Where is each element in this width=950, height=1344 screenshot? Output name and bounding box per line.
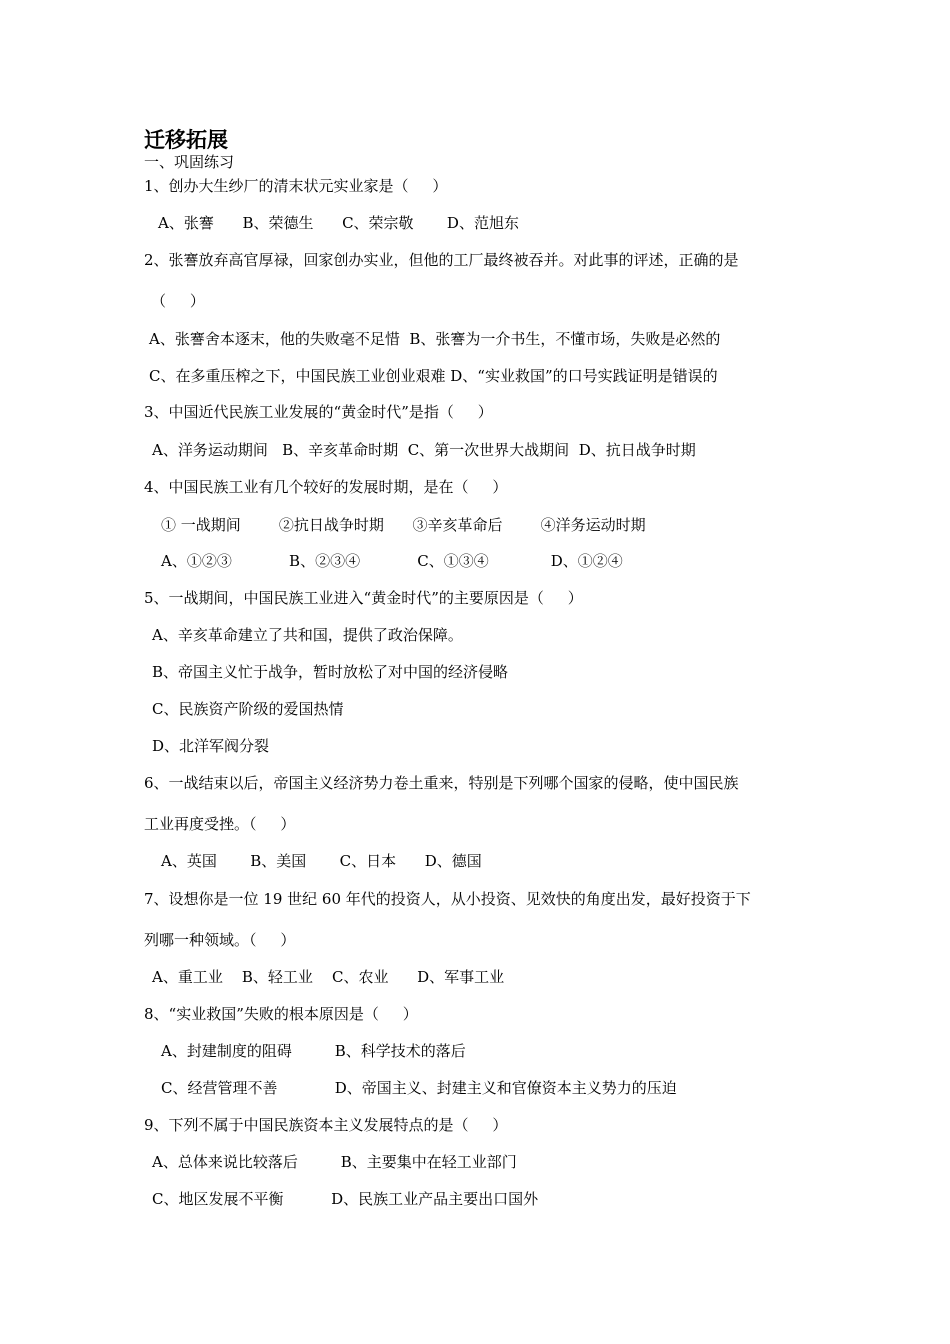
question-2: 2、张謇放弃高官厚禄，回家创办实业，但他的工厂最终被吞并。对此事的评述，正确的是 [144,251,739,269]
question-7: 7、设想你是一位 19 世纪 60 年代的投资人，从小投资、见效快的角度出发，最好投资于下 [144,890,751,908]
question-9-options-cd: C、地区发展不平衡 D、民族工业产品主要出口国外 [152,1190,539,1208]
question-1-options: A、张謇 B、荣德生 C、荣宗敬 D、范旭东 [158,214,519,232]
question-7-continued: 列哪一种领域。（ ） [144,931,296,949]
question-8: 8、“实业救国”失败的根本原因是（ ） [144,1005,418,1023]
question-3: 3、中国近代民族工业发展的“黄金时代”是指（ ） [144,403,493,421]
question-9: 9、下列不属于中国民族资本主义发展特点的是（ ） [144,1116,508,1134]
question-6-options: A、英国 B、美国 C、日本 D、德国 [161,852,482,870]
question-5-option-c: C、民族资产阶级的爱国热情 [152,700,344,718]
question-7-options: A、重工业 B、轻工业 C、农业 D、军事工业 [152,968,505,986]
question-2-options-cd: C、在多重压榨之下，中国民族工业创业艰难 D、“实业救国”的口号实践证明是错误的 [149,367,718,385]
question-3-options: A、洋务运动期间 B、辛亥革命时期 C、第一次世界大战期间 D、抗日战争时期 [152,441,696,459]
question-6: 6、一战结束以后，帝国主义经济势力卷土重来，特别是下列哪个国家的侵略，使中国民族 [144,774,739,792]
section-heading: 一、巩固练习 [144,153,235,171]
question-5-option-d: D、北洋军阀分裂 [152,737,270,755]
question-5-option-a: A、辛亥革命建立了共和国，提供了政治保障。 [152,626,463,644]
question-2-options-ab: A、张謇舍本逐末，他的失败毫不足惜 B、张謇为一介书生，不懂市场，失败是必然的 [149,330,721,348]
question-4-options: A、①②③ B、②③④ C、①③④ D、①②④ [161,552,623,570]
page-title: 迁移拓展 [144,128,228,152]
question-4: 4、中国民族工业有几个较好的发展时期，是在（ ） [144,478,508,496]
question-5-option-b: B、帝国主义忙于战争，暂时放松了对中国的经济侵略 [152,663,509,681]
question-6-continued: 工业再度受挫。（ ） [144,815,296,833]
question-1: 1、创办大生纱厂的清末状元实业家是（ ） [144,177,448,195]
question-9-options-ab: A、总体来说比较落后 B、主要集中在轻工业部门 [152,1153,517,1171]
question-2-bracket: （ ） [151,292,205,310]
question-4-items: ① 一战期间 ②抗日战争时期 ③辛亥革命后 ④洋务运动时期 [161,516,646,534]
question-8-options-ab: A、封建制度的阻碍 B、科学技术的落后 [161,1042,466,1060]
question-8-options-cd: C、经营管理不善 D、帝国主义、封建主义和官僚资本主义势力的压迫 [161,1079,677,1097]
question-5: 5、一战期间，中国民族工业进入“黄金时代”的主要原因是（ ） [144,589,583,607]
